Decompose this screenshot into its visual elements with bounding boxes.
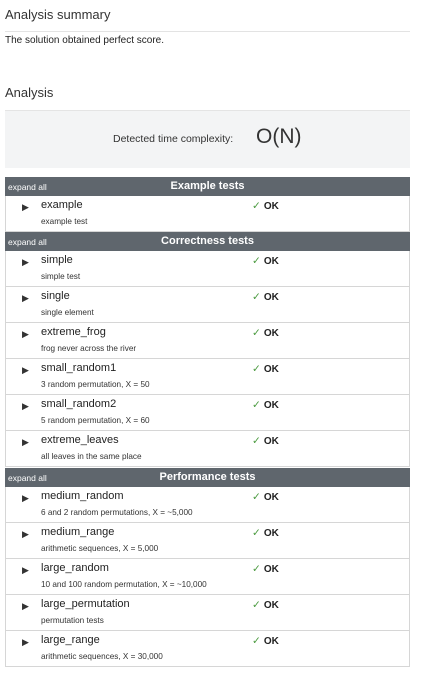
complexity-label: Detected time complexity: — [113, 133, 234, 145]
test-name: simple — [41, 254, 73, 266]
status-ok: OK — [263, 201, 279, 212]
test-desc: frog never across the river — [41, 344, 137, 353]
triangle-right-icon[interactable]: ▶ — [22, 202, 29, 212]
test-result — [252, 255, 279, 267]
test-desc: permutation tests — [41, 616, 104, 625]
group-header-correctness — [5, 232, 410, 251]
triangle-right-icon[interactable]: ▶ — [22, 565, 29, 575]
test-name: small_random2 — [41, 398, 117, 410]
check-icon: ✓ — [252, 527, 261, 539]
triangle-right-icon[interactable]: ▶ — [22, 637, 29, 647]
test-name: medium_random — [41, 490, 124, 502]
test-name: large_range — [41, 634, 100, 646]
triangle-right-icon[interactable]: ▶ — [22, 293, 29, 303]
test-result — [252, 291, 279, 303]
expand-all-button[interactable]: expand all — [8, 237, 47, 247]
complexity-value: O(N) — [256, 125, 302, 148]
test-result — [252, 363, 279, 375]
status-ok: OK — [263, 256, 279, 267]
check-icon: ✓ — [252, 200, 261, 212]
test-name: example — [41, 199, 83, 211]
analysis-title: Analysis — [5, 85, 54, 100]
test-desc: example test — [41, 217, 88, 226]
test-result — [252, 599, 279, 611]
test-result — [252, 200, 279, 212]
test-result — [252, 563, 279, 575]
expand-all-button[interactable]: expand all — [8, 473, 47, 483]
status-ok: OK — [263, 564, 279, 575]
test-result — [252, 491, 279, 503]
test-desc: 6 and 2 random permutations, X = ~5,000 — [41, 508, 193, 517]
status-ok: OK — [263, 436, 279, 447]
summary-divider — [5, 31, 410, 32]
test-result — [252, 399, 279, 411]
test-row[interactable] — [5, 251, 410, 287]
test-name: medium_range — [41, 526, 115, 538]
summary-title: Analysis summary — [5, 7, 111, 22]
test-result — [252, 327, 279, 339]
test-name: large_permutation — [41, 598, 130, 610]
test-name: extreme_leaves — [41, 434, 119, 446]
test-name: single — [41, 290, 70, 302]
check-icon: ✓ — [252, 291, 261, 303]
triangle-right-icon[interactable]: ▶ — [22, 437, 29, 447]
test-desc: arithmetic sequences, X = 30,000 — [41, 652, 163, 661]
test-name: large_random — [41, 562, 109, 574]
test-row[interactable] — [5, 487, 410, 523]
group-title: Example tests — [170, 180, 245, 192]
test-result — [252, 527, 279, 539]
triangle-right-icon[interactable]: ▶ — [22, 365, 29, 375]
test-row[interactable] — [5, 196, 410, 232]
test-row[interactable] — [5, 559, 410, 595]
status-ok: OK — [263, 636, 279, 647]
test-desc: simple test — [41, 272, 81, 281]
triangle-right-icon[interactable]: ▶ — [22, 401, 29, 411]
status-ok: OK — [263, 364, 279, 375]
check-icon: ✓ — [252, 635, 261, 647]
check-icon: ✓ — [252, 563, 261, 575]
test-desc: 3 random permutation, X = 50 — [41, 380, 150, 389]
test-result — [252, 435, 279, 447]
test-desc: 5 random permutation, X = 60 — [41, 416, 150, 425]
test-row[interactable] — [5, 431, 410, 467]
status-ok: OK — [263, 528, 279, 539]
check-icon: ✓ — [252, 399, 261, 411]
group-title: Performance tests — [159, 471, 256, 483]
check-icon: ✓ — [252, 435, 261, 447]
test-name: small_random1 — [41, 362, 117, 374]
triangle-right-icon[interactable]: ▶ — [22, 257, 29, 267]
triangle-right-icon[interactable]: ▶ — [22, 493, 29, 503]
status-ok: OK — [263, 492, 279, 503]
status-ok: OK — [263, 400, 279, 411]
test-result — [252, 635, 279, 647]
triangle-right-icon[interactable]: ▶ — [22, 529, 29, 539]
test-desc: arithmetic sequences, X = 5,000 — [41, 544, 159, 553]
expand-all-button[interactable]: expand all — [8, 182, 47, 192]
test-name: extreme_frog — [41, 326, 106, 338]
triangle-right-icon[interactable]: ▶ — [22, 601, 29, 611]
group-header-performance — [5, 468, 410, 487]
summary-text: The solution obtained perfect score. — [5, 35, 164, 46]
test-row[interactable] — [5, 359, 410, 395]
check-icon: ✓ — [252, 255, 261, 267]
status-ok: OK — [263, 328, 279, 339]
check-icon: ✓ — [252, 327, 261, 339]
test-desc: 10 and 100 random permutation, X = ~10,000 — [41, 580, 207, 589]
check-icon: ✓ — [252, 491, 261, 503]
test-row[interactable] — [5, 595, 410, 631]
test-desc: single element — [41, 308, 94, 317]
check-icon: ✓ — [252, 363, 261, 375]
status-ok: OK — [263, 292, 279, 303]
test-row[interactable] — [5, 523, 410, 559]
test-row[interactable] — [5, 395, 410, 431]
check-icon: ✓ — [252, 599, 261, 611]
group-header-example — [5, 177, 410, 196]
status-ok: OK — [263, 600, 279, 611]
triangle-right-icon[interactable]: ▶ — [22, 329, 29, 339]
test-desc: all leaves in the same place — [41, 452, 142, 461]
complexity-panel — [5, 110, 410, 168]
test-row[interactable] — [5, 631, 410, 667]
test-row[interactable] — [5, 287, 410, 323]
test-row[interactable] — [5, 323, 410, 359]
group-title: Correctness tests — [161, 235, 254, 247]
